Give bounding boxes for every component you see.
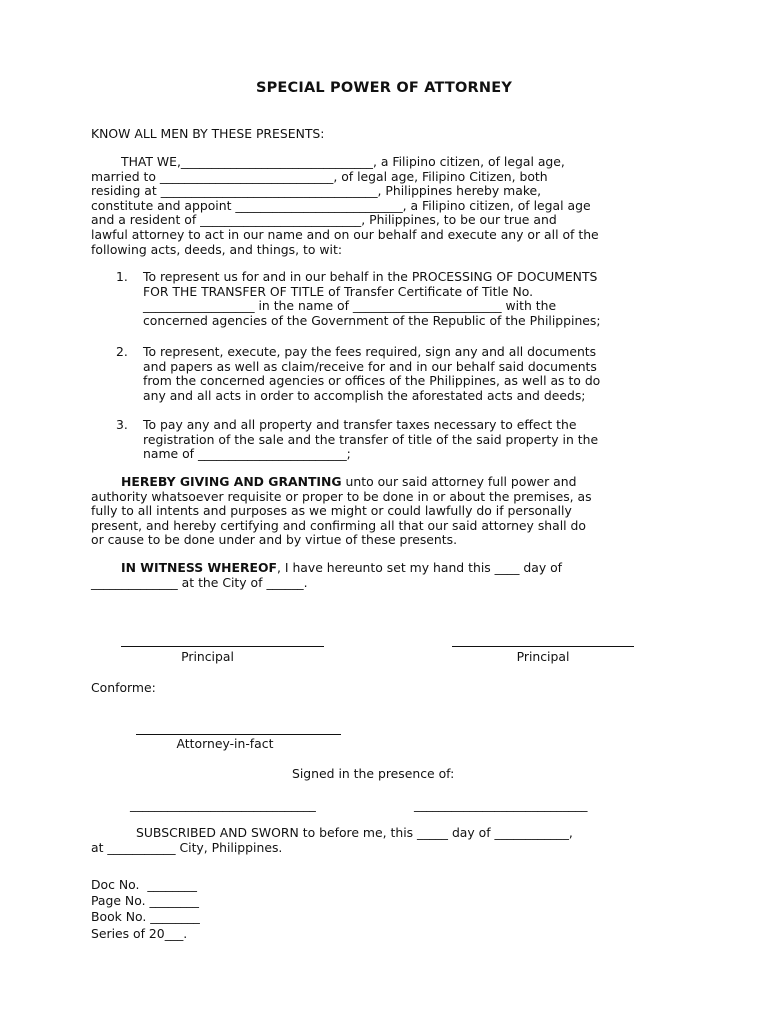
jurat-line: at ___________ City, Philippines. bbox=[91, 839, 283, 855]
witness-paragraph bbox=[91, 561, 677, 590]
witness-signature-line-left: ______________________________ bbox=[130, 797, 316, 812]
witness-text: , I have hereunto set my hand this ____ day of bbox=[276, 560, 563, 575]
powers-list bbox=[91, 418, 677, 462]
list-item bbox=[91, 270, 677, 328]
jurat-paragraph bbox=[91, 826, 677, 855]
intro-line: residing at ___________________________________, Philippines hereby make, bbox=[91, 183, 542, 199]
page-no: Page No. ________ bbox=[91, 893, 200, 909]
intro-paragraph bbox=[91, 155, 677, 257]
attorney-signature-line bbox=[136, 734, 341, 735]
item-line: __________________ in the name of ________________________ with the bbox=[143, 298, 557, 314]
witness-heading: IN WITNESS WHEREOF bbox=[121, 560, 277, 575]
jurat-line: SUBSCRIBED AND SWORN to before me, this _____ day of ____________, bbox=[136, 825, 573, 840]
witness-line: ______________ at the City of ______. bbox=[91, 574, 308, 590]
item-line: FOR THE TRANSFER OF TITLE of Transfer Certificate of Title No. bbox=[143, 283, 534, 299]
item-line: To represent, execute, pay the fees required, sign any and all documents bbox=[143, 344, 597, 359]
witness-signature-line-right: ____________________________ bbox=[414, 797, 588, 812]
document-title: SPECIAL POWER OF ATTORNEY bbox=[255, 80, 513, 96]
series: Series of 20___. bbox=[91, 925, 188, 941]
powers-list bbox=[91, 270, 677, 328]
granting-line bbox=[91, 475, 677, 490]
item-line: from the concerned agencies or offices of the Philippines, as well as to do bbox=[143, 373, 601, 389]
item-number: 3. bbox=[116, 417, 128, 432]
granting-text: unto our said attorney full power and bbox=[341, 474, 577, 489]
item-line: To pay any and all property and transfer taxes necessary to effect the bbox=[143, 417, 577, 432]
principal-signature-line-left bbox=[121, 646, 324, 647]
notarial-block bbox=[91, 877, 200, 942]
attorney-in-fact-label: Attorney-in-fact bbox=[176, 736, 274, 751]
granting-heading: HEREBY GIVING AND GRANTING bbox=[121, 474, 342, 489]
intro-line: and a resident of __________________________, Philippines, to be our true and bbox=[91, 212, 557, 228]
item-line: registration of the sale and the transfer of title of the said property in the bbox=[143, 431, 599, 447]
book-no: Book No. ________ bbox=[91, 909, 200, 925]
item-line: concerned agencies of the Government of the Republic of the Philippines; bbox=[143, 312, 601, 328]
granting-line: fully to all intents and purposes as we might or could lawfully do if personally bbox=[91, 503, 572, 519]
principal-label-left: Principal bbox=[181, 649, 234, 664]
opening-statement: KNOW ALL MEN BY THESE PRESENTS: bbox=[91, 126, 325, 141]
witness-line bbox=[91, 561, 677, 576]
item-number: 2. bbox=[116, 344, 128, 359]
item-line: any and all acts in order to accomplish the aforestated acts and deeds; bbox=[143, 387, 586, 403]
list-item bbox=[91, 418, 677, 462]
granting-paragraph bbox=[91, 475, 677, 548]
granting-line: present, and hereby certifying and confirming all that our said attorney shall do bbox=[91, 517, 587, 533]
item-line: name of ________________________; bbox=[143, 446, 351, 462]
intro-line: THAT WE,_______________________________, a Filipino citizen, of legal age, bbox=[121, 154, 565, 169]
item-number: 1. bbox=[116, 269, 128, 284]
principal-signature-line-right bbox=[452, 646, 634, 647]
doc-no: Doc No. ________ bbox=[91, 877, 197, 892]
intro-line: following acts, deeds, and things, to wit: bbox=[91, 241, 342, 257]
powers-list bbox=[91, 345, 677, 403]
intro-line: lawful attorney to act in our name and on our behalf and execute any or all of the bbox=[91, 226, 599, 242]
conforme-label: Conforme: bbox=[91, 680, 156, 695]
intro-line: married to ____________________________, of legal age, Filipino Citizen, both bbox=[91, 168, 548, 184]
item-line: To represent us for and in our behalf in the PROCESSING OF DOCUMENTS bbox=[143, 269, 598, 284]
granting-line: or cause to be done under and by virtue of these presents. bbox=[91, 532, 458, 548]
presence-label: Signed in the presence of: bbox=[292, 766, 455, 781]
granting-line: authority whatsoever requisite or proper to be done in or about the premises, as bbox=[91, 488, 592, 504]
list-item bbox=[91, 345, 677, 403]
principal-label-right: Principal bbox=[516, 649, 570, 664]
item-line: and papers as well as claim/receive for and in our behalf said documents bbox=[143, 358, 597, 374]
intro-line: constitute and appoint ___________________________, a Filipino citizen, of legal age bbox=[91, 197, 591, 213]
